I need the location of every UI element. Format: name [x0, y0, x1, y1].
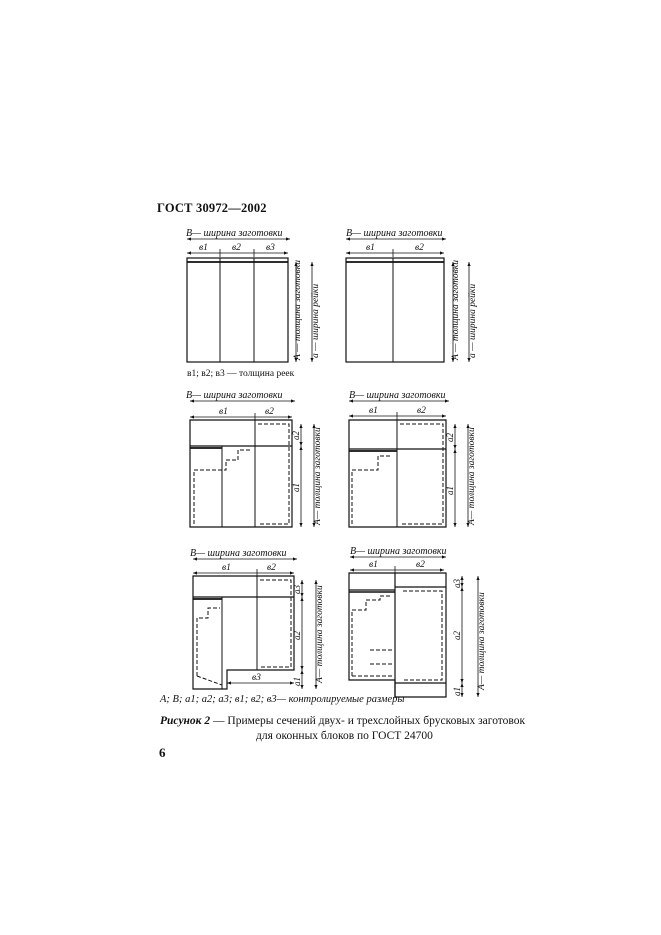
panel-2-section-outline [346, 258, 444, 362]
panel-2-width-label: B— ширина заготовки [346, 228, 443, 239]
panel-5-profiled-three-layer-section [190, 548, 325, 689]
panel-6-thickness-label: A— толщина заготовки [477, 592, 487, 690]
panel-1-dim-v2: в2 [232, 243, 241, 253]
panel-5-dim-v1: в1 [222, 563, 231, 573]
panel-4-profiled-two-layer-section [349, 390, 477, 527]
panel-6-dim-a3: a3 [452, 579, 462, 588]
panel-3-dim-a2: a2 [291, 431, 301, 440]
panel-2-thickness-label: A — толщина заготовки [451, 260, 461, 360]
panel-4-dim-a1: a1 [445, 486, 455, 495]
panel-6-width-label: B— ширина заготовки [350, 546, 447, 557]
panel-3-section-outline [190, 420, 292, 527]
panel-1-section-outline [187, 258, 288, 362]
figure-caption-line-2: для оконных блоков по ГОСТ 24700 [256, 730, 433, 742]
panel-5-width-label: B— ширина заготовки [190, 548, 287, 559]
panel-3-dim-v2: в2 [265, 407, 274, 417]
panel-5-dim-a2: a2 [292, 631, 302, 640]
panel-1-strip-width-label: a — ширина рейки [311, 283, 321, 358]
panel-3-dim-v1: в1 [219, 407, 228, 417]
panel-5-dim-v3: в3 [252, 673, 261, 683]
panel-6-dim-a2: a2 [452, 631, 462, 640]
panel-2-two-layer-section [346, 228, 478, 362]
panel-5-thickness-label: A— толщина заготовки [315, 585, 325, 683]
panel-5-dim-v2: в2 [267, 563, 276, 573]
panel-5-dim-a1: a1 [292, 677, 302, 686]
panel-1-width-label: B— ширина заготовки [186, 228, 283, 239]
panel-1-thickness-label: A — толщина заготовки [293, 260, 303, 360]
controlled-dimensions-legend: A; B; a1; a2; a3; в1; в2; в3— контролируемые размеры [160, 694, 405, 705]
panel-6-dim-v1: в1 [369, 560, 378, 570]
panel-4-thickness-label: A— толщина заготовки [467, 427, 477, 525]
panel-5-dim-a3: a3 [292, 585, 302, 594]
panel-3-profiled-three-layer-section [186, 390, 323, 527]
panel-2-strip-width-label: a — ширина рейки [468, 283, 478, 358]
page-number: 6 [159, 745, 166, 760]
figure-caption-label: Рисунок 2 [160, 715, 211, 727]
panel-4-dim-v2: в2 [417, 406, 426, 416]
panel-1-three-layer-section [186, 228, 321, 379]
panel-1-dim-v3: в3 [266, 243, 275, 253]
panel-4-width-label: B— ширина заготовки [349, 390, 446, 401]
panel-1-strip-thickness-note: в1; в2; в3 — толщина реек [187, 369, 295, 379]
panel-4-dim-a2: a2 [445, 433, 455, 442]
panel-1-dim-v1: в1 [199, 243, 208, 253]
figure-caption [160, 714, 525, 744]
panel-2-dim-v1: в1 [366, 243, 375, 253]
document-number-header: ГОСТ 30972—2002 [157, 201, 267, 215]
panel-3-width-label: B— ширина заготовки [186, 390, 283, 401]
panel-4-dim-v1: в1 [369, 406, 378, 416]
panel-6-dim-a1: a1 [452, 687, 462, 696]
figure-caption-line-1: — Примеры сечений двух- и трехслойных брусковых заготовок [210, 715, 526, 727]
panel-6-profiled-two-layer-section [349, 546, 487, 697]
panel-6-dim-v2: в2 [416, 560, 425, 570]
panel-2-dim-v2: в2 [415, 243, 424, 253]
panel-3-dim-a1: a1 [291, 483, 301, 492]
panel-5-section-outline [193, 576, 294, 689]
panel-3-thickness-label: A— толщина заготовки [313, 427, 323, 525]
